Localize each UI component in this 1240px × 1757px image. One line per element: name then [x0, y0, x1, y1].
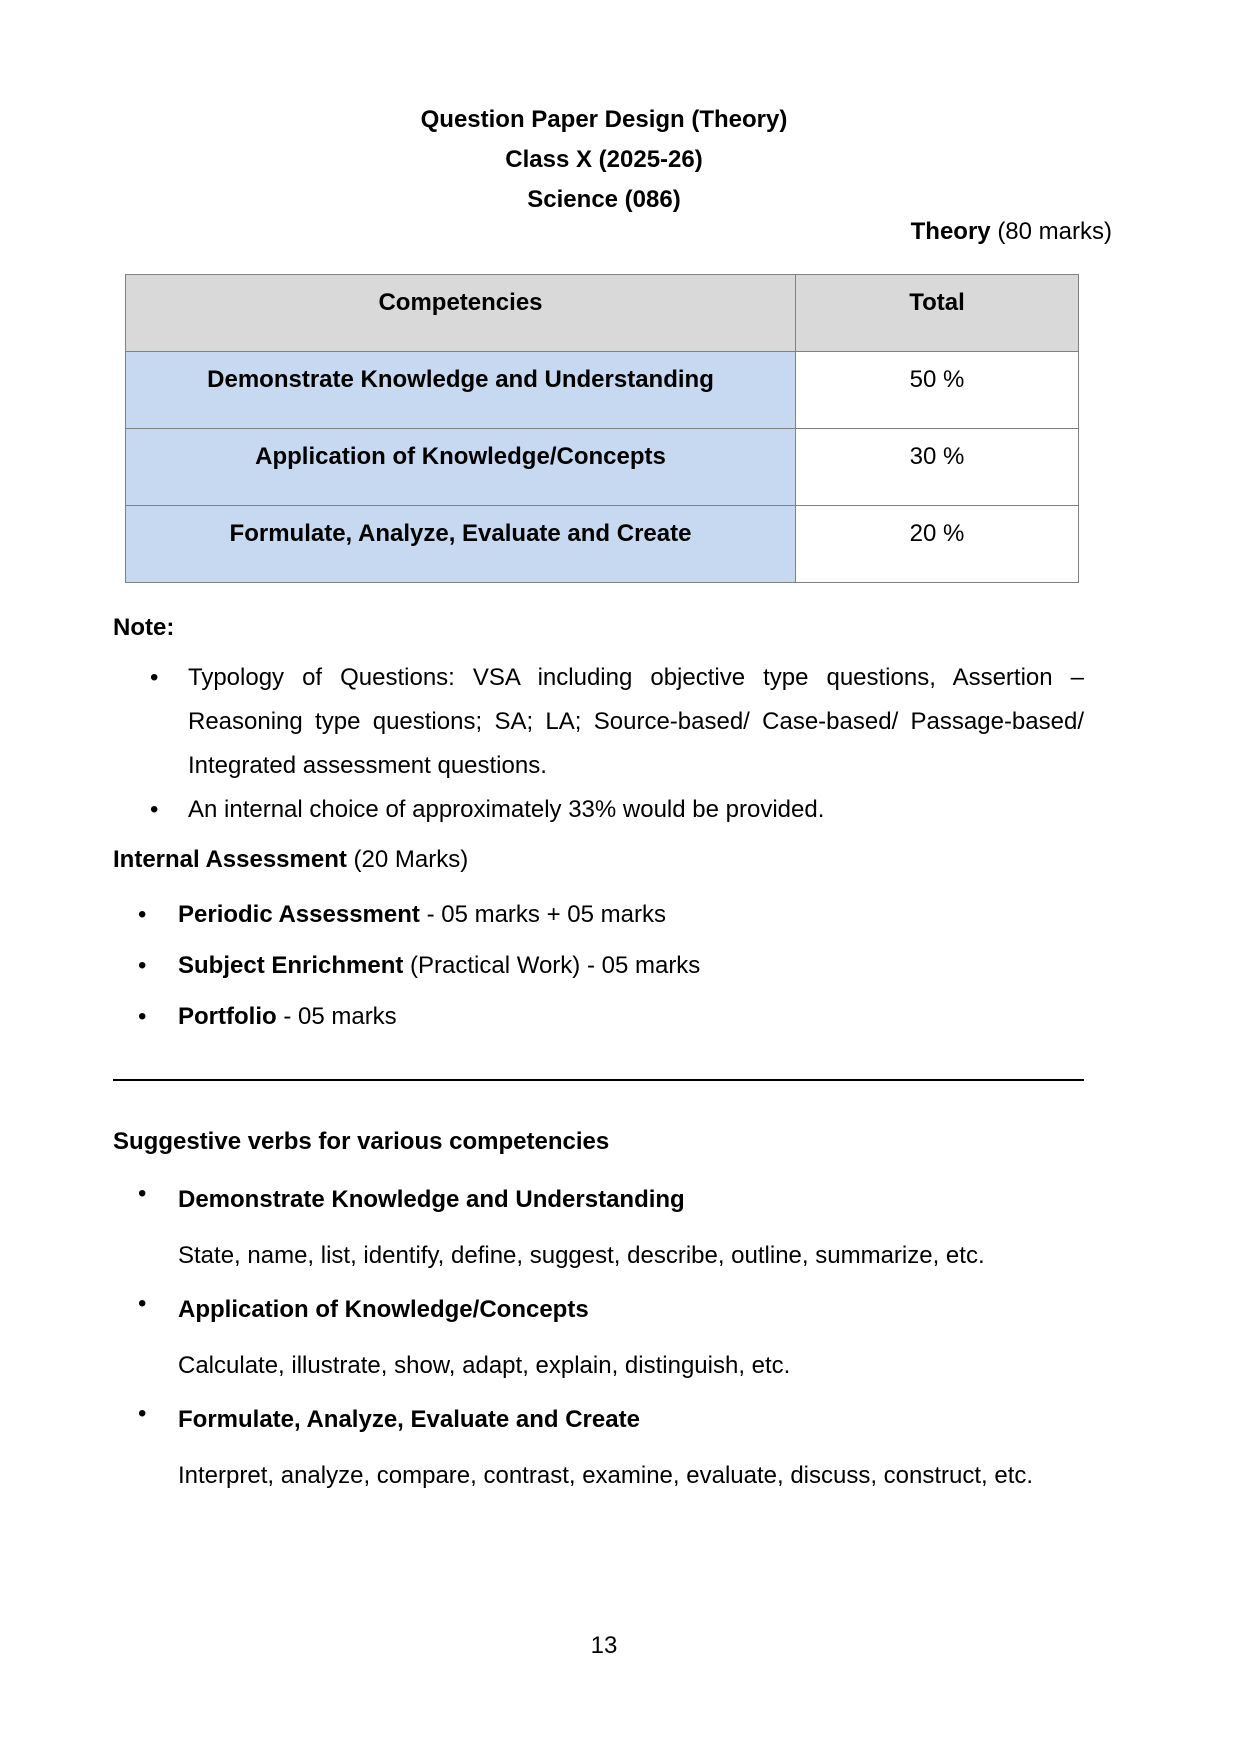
theory-marks: (80 marks) [997, 218, 1112, 245]
title-block [0, 100, 1208, 220]
list-item [132, 895, 1072, 946]
competency-label: Formulate, Analyze, Evaluate and Create [178, 1406, 640, 1433]
ia-item-label: Periodic Assessment [178, 901, 420, 928]
note-list [144, 656, 1084, 832]
note-heading: Note: [113, 614, 175, 641]
subject-line: Science (086) [527, 186, 681, 213]
bullet-icon: • [138, 1290, 147, 1317]
ia-item-detail: - 05 marks [283, 1003, 397, 1030]
internal-assessment-heading [113, 846, 468, 874]
list-item [144, 788, 1084, 832]
ia-item-label: Portfolio [178, 1003, 277, 1030]
bullet-icon: • [138, 1400, 147, 1427]
table-row [126, 506, 1079, 583]
bullet-icon: • [138, 1003, 147, 1030]
bullet-icon: • [150, 796, 159, 823]
suggestive-verbs-heading: Suggestive verbs for various competencies [113, 1128, 610, 1155]
list-item [132, 946, 1072, 997]
competency-label: Demonstrate Knowledge and Understanding [178, 1186, 685, 1213]
theory-label: Theory [910, 218, 991, 245]
note-text: Typology of Questions: VSA including objective type questions, Assertion – Reasoning type questions; SA; LA; Source-based/ Case-based/ Passage-based/ Integrated assessment questions. [188, 664, 1084, 779]
competency-cell: Application of Knowledge/Concepts [126, 429, 796, 506]
list-item [132, 1290, 1112, 1400]
table-row [126, 352, 1079, 429]
bullet-icon: • [138, 952, 147, 979]
suggestive-verbs-list [132, 1180, 1112, 1510]
list-item [144, 656, 1084, 788]
competency-table [125, 274, 1079, 583]
competency-cell: Demonstrate Knowledge and Understanding [126, 352, 796, 429]
table-row [126, 429, 1079, 506]
horizontal-divider [113, 1079, 1084, 1081]
page-title: Question Paper Design (Theory) [420, 106, 788, 133]
total-cell: 20 % [796, 506, 1079, 583]
total-header: Total [796, 275, 1079, 352]
verbs-text: Calculate, illustrate, show, adapt, explain, distinguish, etc. [178, 1352, 791, 1379]
competencies-header: Competencies [126, 275, 796, 352]
bullet-icon: • [150, 664, 159, 691]
page-number: 13 [590, 1632, 618, 1659]
bullet-icon: • [138, 1180, 147, 1207]
bullet-icon: • [138, 901, 147, 928]
internal-assessment-list [132, 895, 1072, 1048]
verbs-text: State, name, list, identify, define, suggest, describe, outline, summarize, etc. [178, 1242, 985, 1269]
total-cell: 50 % [796, 352, 1079, 429]
ia-item-detail: - 05 marks + 05 marks [426, 901, 666, 928]
ia-marks: (20 Marks) [353, 846, 469, 873]
ia-label: Internal Assessment [113, 846, 347, 873]
table-header-row [126, 275, 1079, 352]
competency-label: Application of Knowledge/Concepts [178, 1296, 589, 1323]
theory-marks-line [911, 218, 1112, 246]
ia-item-detail: (Practical Work) - 05 marks [410, 952, 701, 979]
competency-cell: Formulate, Analyze, Evaluate and Create [126, 506, 796, 583]
list-item [132, 1180, 1112, 1290]
verbs-text: Interpret, analyze, compare, contrast, examine, evaluate, discuss, construct, etc. [178, 1462, 1034, 1489]
list-item [132, 997, 1072, 1048]
note-text: An internal choice of approximately 33% would be provided. [188, 796, 825, 823]
list-item [132, 1400, 1112, 1510]
ia-item-label: Subject Enrichment [178, 952, 404, 979]
class-line: Class X (2025-26) [505, 146, 703, 173]
total-cell: 30 % [796, 429, 1079, 506]
